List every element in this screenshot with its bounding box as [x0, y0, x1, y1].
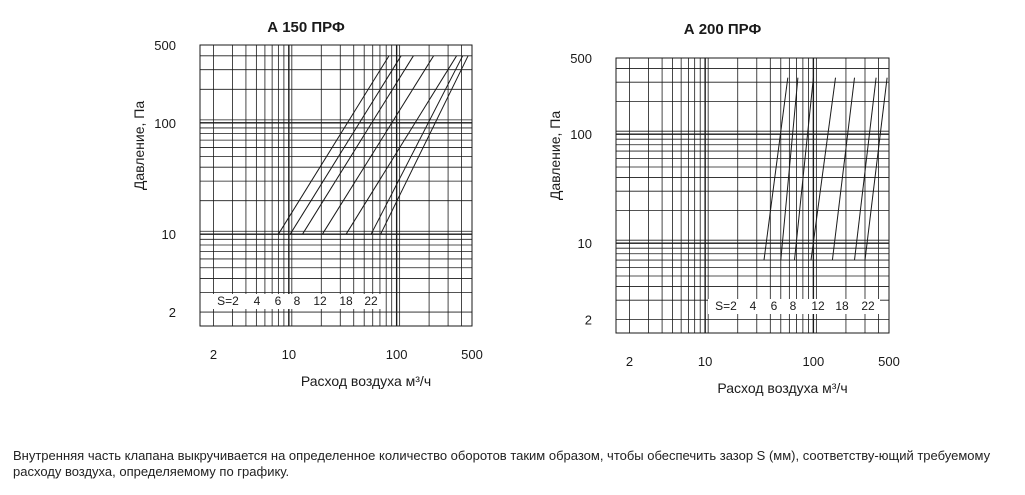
series-line-5	[832, 78, 854, 260]
s-label: 22	[364, 294, 378, 308]
chart-title: А 150 ПРФ	[267, 19, 345, 36]
x-tick-label: 2	[209, 347, 218, 362]
s-label: 8	[789, 299, 797, 313]
s-label: 18	[835, 299, 849, 313]
x-tick-label: 500	[461, 347, 483, 362]
x-tick-label: 10	[697, 354, 713, 369]
y-tick-label: 500	[154, 38, 176, 53]
s-label: 12	[811, 299, 825, 313]
x-tick-label: 10	[281, 347, 297, 362]
x-tick-label: 2	[625, 354, 634, 369]
s-label: 12	[313, 294, 327, 308]
s-label: S=2	[217, 294, 239, 308]
y-tick-label: 10	[577, 236, 592, 252]
s-label: 6	[770, 299, 778, 313]
x-axis-label: Расход воздуха м³/ч	[300, 373, 432, 389]
x-tick-label: 100	[385, 347, 408, 362]
series-line-7	[381, 56, 469, 234]
grid	[200, 45, 472, 326]
y-tick-label: 500	[570, 51, 592, 66]
s-label: 4	[749, 299, 757, 313]
series-line-7	[865, 78, 887, 260]
series-line-4	[811, 78, 836, 260]
chart-title: А 200 ПРФ	[683, 21, 762, 38]
series-group	[764, 78, 887, 260]
series-line-1	[764, 78, 788, 260]
plot-frame	[616, 58, 889, 333]
s-label: 22	[861, 299, 875, 313]
series-line-5	[346, 56, 457, 234]
y-tick-label: 10	[161, 227, 176, 243]
x-axis-label: Расход воздуха м³/ч	[717, 380, 848, 396]
s-label: S=2	[715, 299, 737, 313]
y-axis-label: Давление, Па	[547, 110, 563, 201]
y-axis-label: Давление, Па	[131, 100, 147, 191]
caption-text: Внутренняя часть клапана выкручивается на определенное количество оборотов таким образом, чтобы обеспечить зазор S (мм), соответству-ющий требуемому расходу воздуха, определяемому по графику.	[13, 448, 991, 479]
x-tick-label: 100	[802, 354, 825, 369]
s-label: 8	[293, 294, 301, 308]
y-tick-label: 100	[154, 115, 176, 131]
s-label: 6	[274, 294, 282, 308]
chart-panel-1	[131, 19, 483, 389]
grid	[616, 58, 889, 333]
y-tick-label: 2	[584, 312, 592, 328]
series-line-3	[795, 78, 814, 260]
x-tick-label: 500	[878, 354, 900, 369]
plot-frame	[200, 45, 472, 326]
s-label: 4	[253, 294, 261, 308]
y-tick-label: 2	[168, 305, 176, 321]
chart-panel-2	[547, 21, 900, 396]
s-label: 18	[339, 294, 353, 308]
y-tick-label: 100	[570, 127, 592, 143]
series-group	[278, 56, 468, 234]
